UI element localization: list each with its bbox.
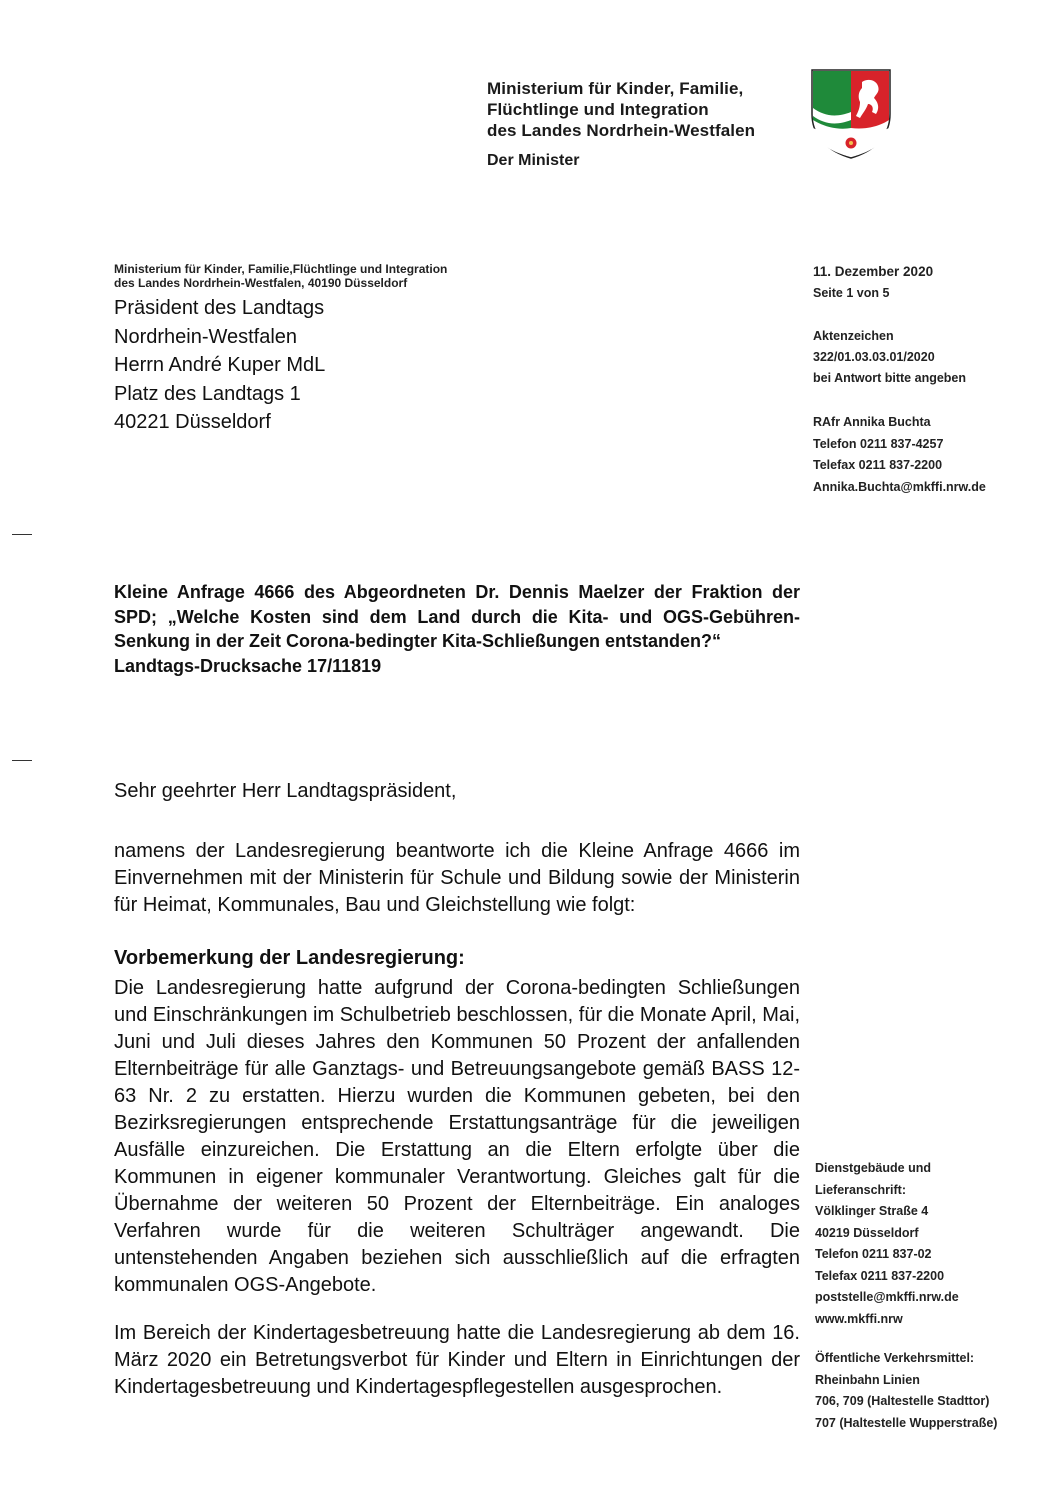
- reference-label: Aktenzeichen: [813, 329, 894, 343]
- subject-block: [114, 580, 800, 678]
- body-paragraph: namens der Landesregierung beantworte ich die Kleine Anfrage 4666 im Einvernehmen mit der Ministerin für Schule und Bildung sowie der Ministerin für Heimat, Kommunales, Bau und Gleichstellung wie folgt:: [114, 840, 800, 916]
- recipient-line: Platz des Landtags 1: [114, 382, 301, 405]
- office-address-line: www.mkffi.nrw: [815, 1311, 903, 1326]
- contact-phone: Telefon 0211 837-4257: [813, 436, 944, 451]
- body-paragraph: Im Bereich der Kindertagesbetreuung hatte die Landesregierung ab dem 16. März 2020 ein Betretungsverbot für Kinder und Eltern in Einrichtungen der Kindertagesbetreuung und Kindertagespflegestellen ausgesprochen.: [114, 1322, 800, 1398]
- reference-note: bei Antwort bitte angeben: [813, 371, 967, 385]
- body-paragraph: Die Landesregierung hatte aufgrund der Corona-bedingten Schließungen und Einschränkungen im Schulbetrieb beschlossen, für die Monate April, Mai, Juni und Juli dieses Jahres den Kommunen 50 Prozent der anfallenden Elternbeiträge für alle Ganztags- und Betreuungsangebote gemäß BASS 12-63 Nr. 2 zu erstatten. Hierzu wurden die Kommunen gebeten, bei den Bezirksregierungen entsprechende Erstattungsanträge für die jeweiligen Ausfälle einzureichen. Die Erstattung an die Eltern erfolgte über die Kommunen in eigener kommunaler Verantwortung. Gleiches galt für die Übernahme der weiteren 50 Prozent der Elternbeiträge. Ein analoges Verfahren wurde für die weiteren Schulträger angewandt. Die untenstehenden Angaben beziehen sich ausschließlich auf die erfragten kommunalen OGS-Angebote.: [114, 977, 800, 1296]
- section-heading: Vorbemerkung der Landesregierung:: [114, 947, 465, 969]
- sender-line: des Landes Nordrhein-Westfalen, 40190 Düsseldorf: [114, 276, 408, 290]
- office-address-line: Telefon 0211 837-02: [815, 1247, 932, 1261]
- ministry-name: [487, 78, 755, 141]
- sender-line: Ministerium für Kinder, Familie,Flüchtlinge und Integration: [114, 262, 448, 276]
- office-address-line: Völklinger Straße 4: [815, 1204, 929, 1218]
- ministry-name-line: Flüchtlinge und Integration: [487, 100, 709, 119]
- ministry-name-line: Ministerium für Kinder, Familie,: [487, 79, 744, 98]
- drucksache-reference: Landtags-Drucksache 17/11819: [114, 655, 382, 676]
- transit-block: [815, 1348, 997, 1434]
- office-address-line: 40219 Düsseldorf: [815, 1225, 919, 1240]
- transit-line: Rheinbahn Linien: [815, 1372, 920, 1387]
- office-address-line: Lieferanschrift:: [815, 1182, 906, 1197]
- recipient-line: 40221 Düsseldorf: [114, 411, 271, 433]
- recipient-address: [114, 294, 325, 437]
- subject-text: Kleine Anfrage 4666 des Abgeordneten Dr. Dennis Maelzer der Fraktion der SPD; „Welche Kosten sind dem Land durch die Kita- und OGS-Gebühren-Senkung in der Zeit Corona-bedingter Kita-Schließungen entstanden?“: [114, 582, 800, 652]
- transit-line: 706, 709 (Haltestelle Stadttor): [815, 1394, 990, 1408]
- transit-line: 707 (Haltestelle Wupperstraße): [815, 1415, 998, 1430]
- nrw-coat-of-arms-icon: [810, 68, 892, 160]
- contact-block: [813, 412, 986, 498]
- salutation: Sehr geehrter Herr Landtagspräsident,: [114, 780, 457, 802]
- fold-mark: [12, 760, 32, 761]
- letter-date: 11. Dezember 2020: [813, 264, 934, 279]
- contact-email: Annika.Buchta@mkffi.nrw.de: [813, 479, 986, 494]
- office-address-line: Dienstgebäude und: [815, 1161, 931, 1175]
- ministry-name-line: des Landes Nordrhein-Westfalen: [487, 121, 756, 140]
- sender-address-line: [114, 262, 447, 290]
- transit-line: Öffentliche Verkehrsmittel:: [815, 1351, 975, 1365]
- office-address-line: poststelle@mkffi.nrw.de: [815, 1290, 959, 1304]
- recipient-line: Nordrhein-Westfalen: [114, 325, 298, 348]
- reference-block: [813, 326, 966, 389]
- recipient-line: Herrn André Kuper MdL: [114, 354, 326, 376]
- contact-name: RAfr Annika Buchta: [813, 415, 931, 429]
- office-address-block: [815, 1158, 959, 1330]
- contact-fax: Telefax 0211 837-2200: [813, 458, 943, 472]
- office-address-line: Telefax 0211 837-2200: [815, 1268, 945, 1283]
- reference-number: 322/01.03.03.01/2020: [813, 350, 935, 364]
- recipient-line: Präsident des Landtags: [114, 297, 325, 319]
- fold-mark: [12, 534, 32, 535]
- page-number: Seite 1 von 5: [813, 286, 890, 300]
- minister-title: Der Minister: [487, 152, 580, 169]
